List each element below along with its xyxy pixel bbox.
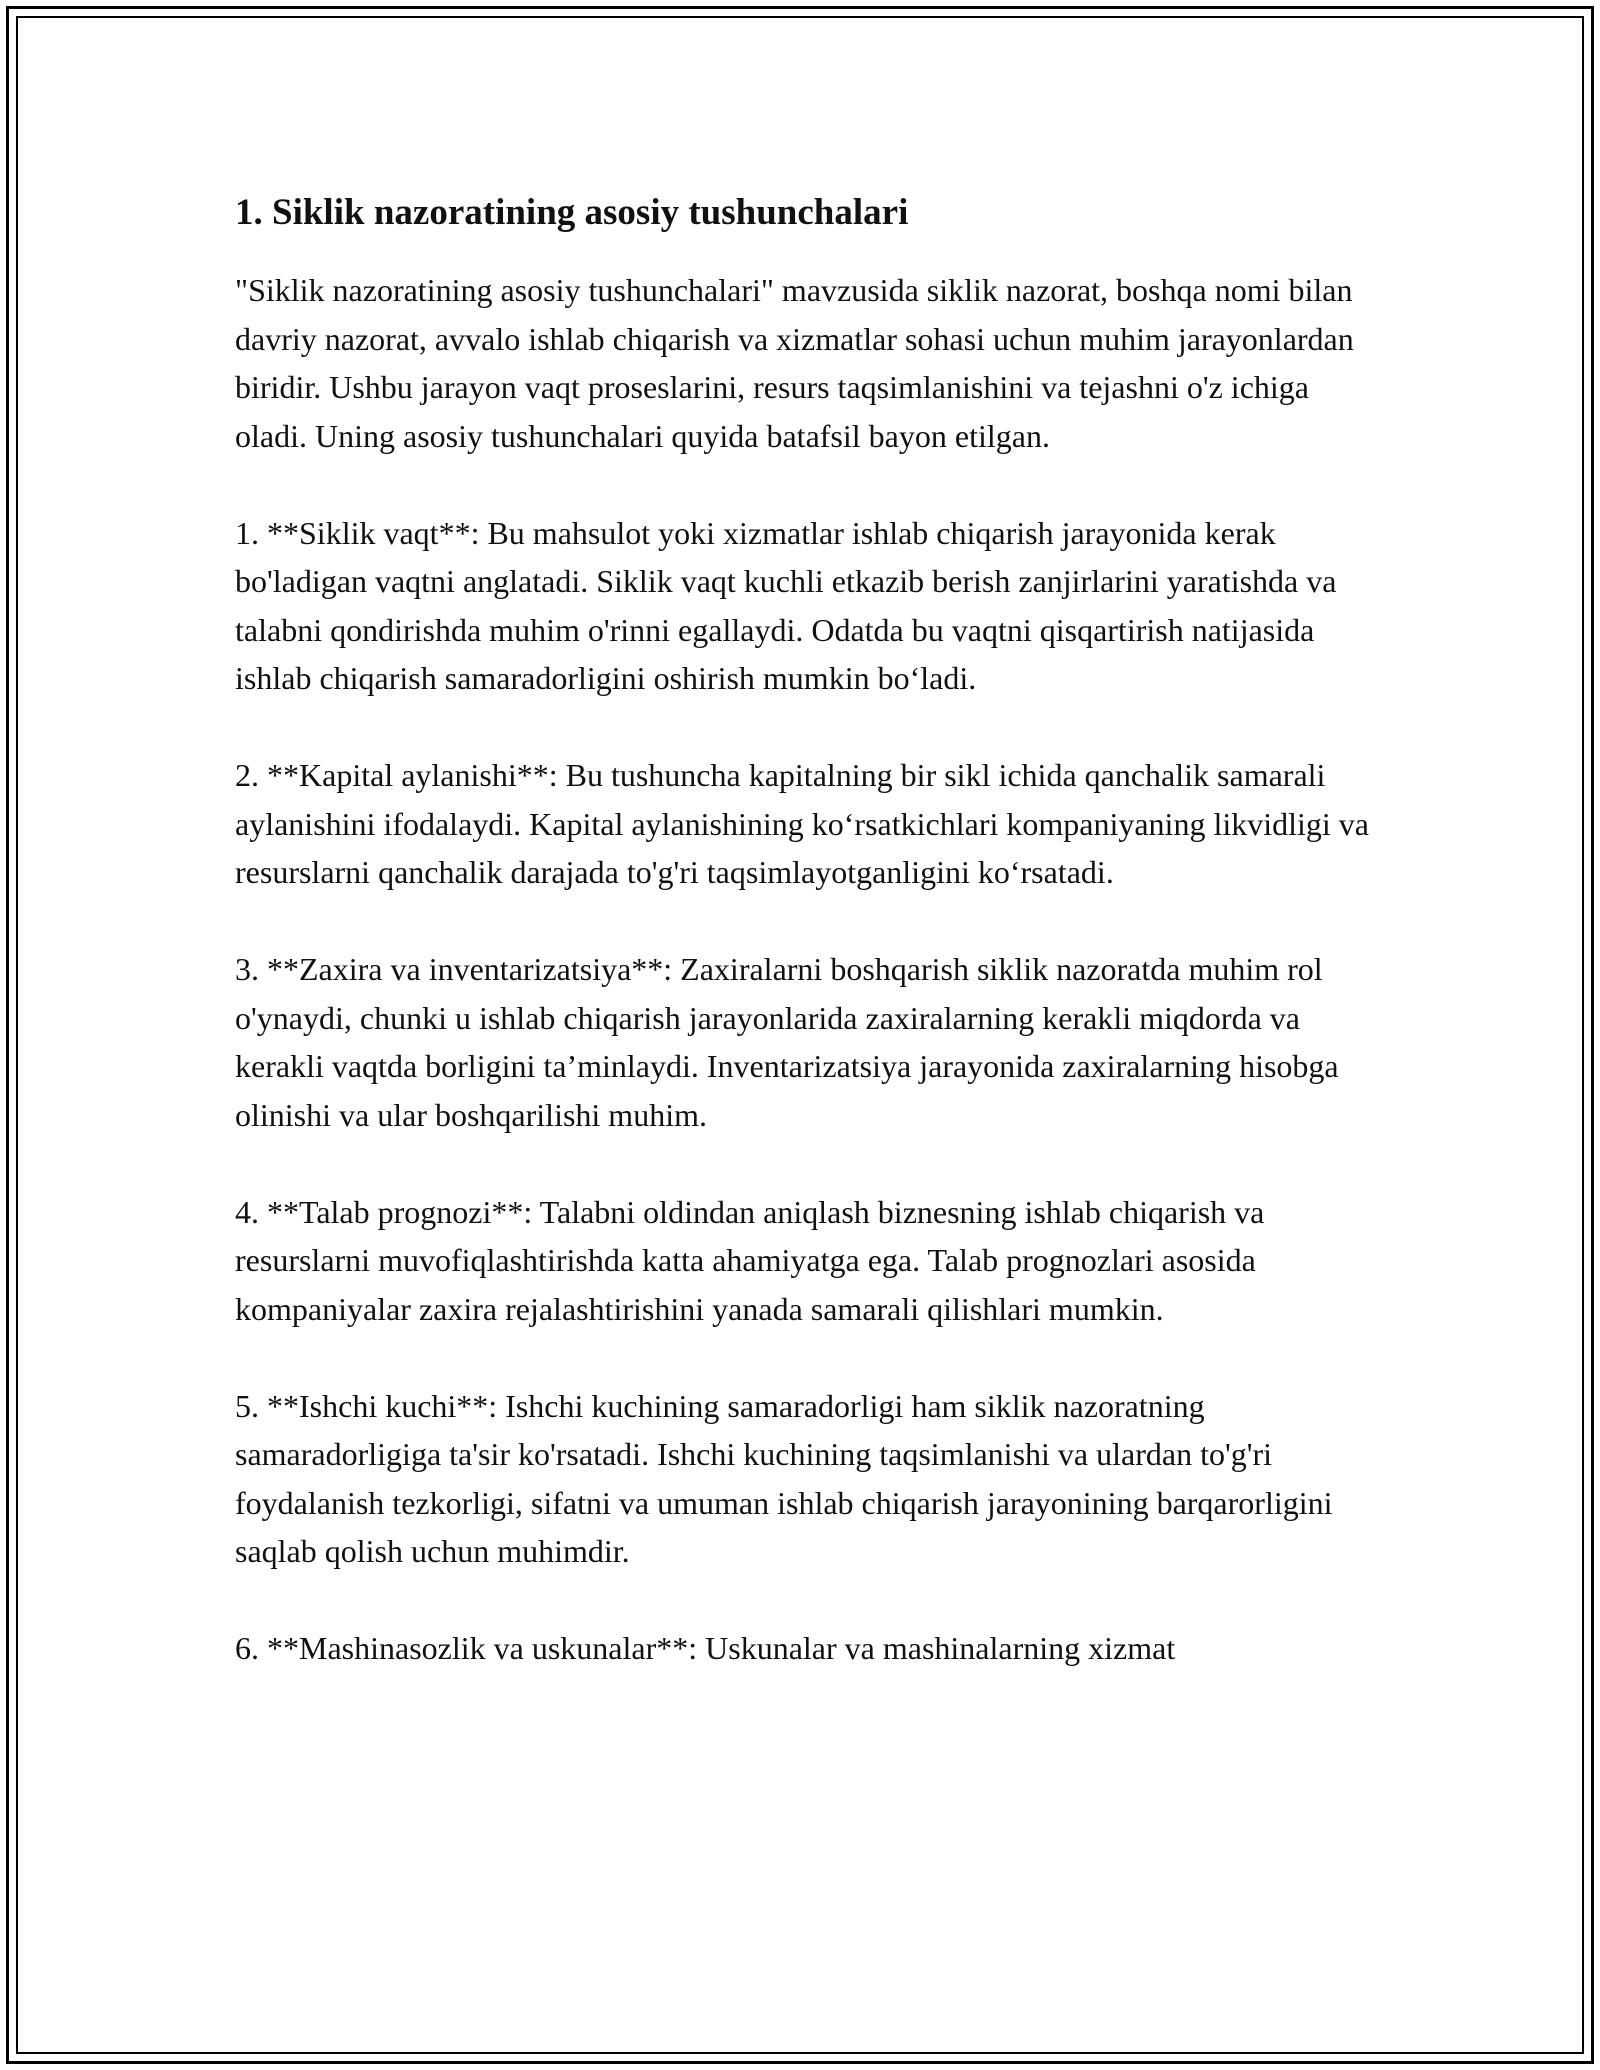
list-item-siklik-vaqt: 1. **Siklik vaqt**: Bu mahsulot yoki xizmatlar ishlab chiqarish jarayonida kerak bo'ladigan vaqtni anglatadi. Siklik vaqt kuchli etkazib berish zanjirlarini yaratishda va talabni qondirishda muhim o'rinni egallaydi. Odatda bu vaqtni qisqartirish natijasida ishlab chiqarish samaradorligini oshirish mumkin bo‘ladi.	[235, 514, 1337, 696]
list-item-ishchi-kuchi: 5. **Ishchi kuchi**: Ishchi kuchining samaradorligi ham siklik nazoratning samaradorligiga ta'sir ko'rsatadi. Ishchi kuchining taqsimlanishi va ulardan to'g'ri foydalanish tezkorligi, sifatni va umuman ishlab chiqarish jarayonining barqarorligini saqlab qolish uchun muhimdir.	[235, 1387, 1333, 1569]
document-body	[235, 188, 1375, 1673]
list-item-talab-prognozi: 4. **Talab prognozi**: Talabni oldindan aniqlash biznesning ishlab chiqarish va resurslarni muvofiqlashtirishda katta ahamiyatga ega. Talab prognozlari asosida kompaniyalar zaxira rejalashtirishini yanada samarali qilishlari mumkin.	[235, 1193, 1265, 1327]
list-item-mashinasozlik: 6. **Mashinasozlik va uskunalar**: Uskunalar va mashinalarning xizmat	[235, 1630, 1176, 1666]
intro-paragraph: "Siklik nazoratining asosiy tushunchalari" mavzusida siklik nazorat, boshqa nomi bilan davriy nazorat, avvalo ishlab chiqarish va xizmatlar sohasi uchun muhim jarayonlardan biridir. Ushbu jarayon vaqt proseslarini, resurs taqsimlanishini va tejashni o'z ichiga oladi. Uning asosiy tushunchalari quyida batafsil bayon etilgan.	[235, 272, 1354, 454]
list-item-kapital-aylanishi: 2. **Kapital aylanishi**: Bu tushuncha kapitalning bir sikl ichida qanchalik samarali aylanishini ifodalaydi. Kapital aylanishining ko‘rsatkichlari kompaniyaning likvidligi va resurslarni qanchalik darajada to'g'ri taqsimlayotganligini ko‘rsatadi.	[235, 757, 1369, 890]
list-item-zaxira-inventarizatsiya: 3. **Zaxira va inventarizatsiya**: Zaxiralarni boshqarish siklik nazoratda muhim rol o'ynaydi, chunki u ishlab chiqarish jarayonlarida zaxiralarning kerakli miqdorda va kerakli vaqtda borligini ta’minlaydi. Inventarizatsiya jarayonida zaxiralarning hisobga olinishi va ular boshqarilishi muhim.	[235, 951, 1339, 1133]
section-heading: 1. Siklik nazoratining asosiy tushunchalari	[235, 192, 909, 233]
